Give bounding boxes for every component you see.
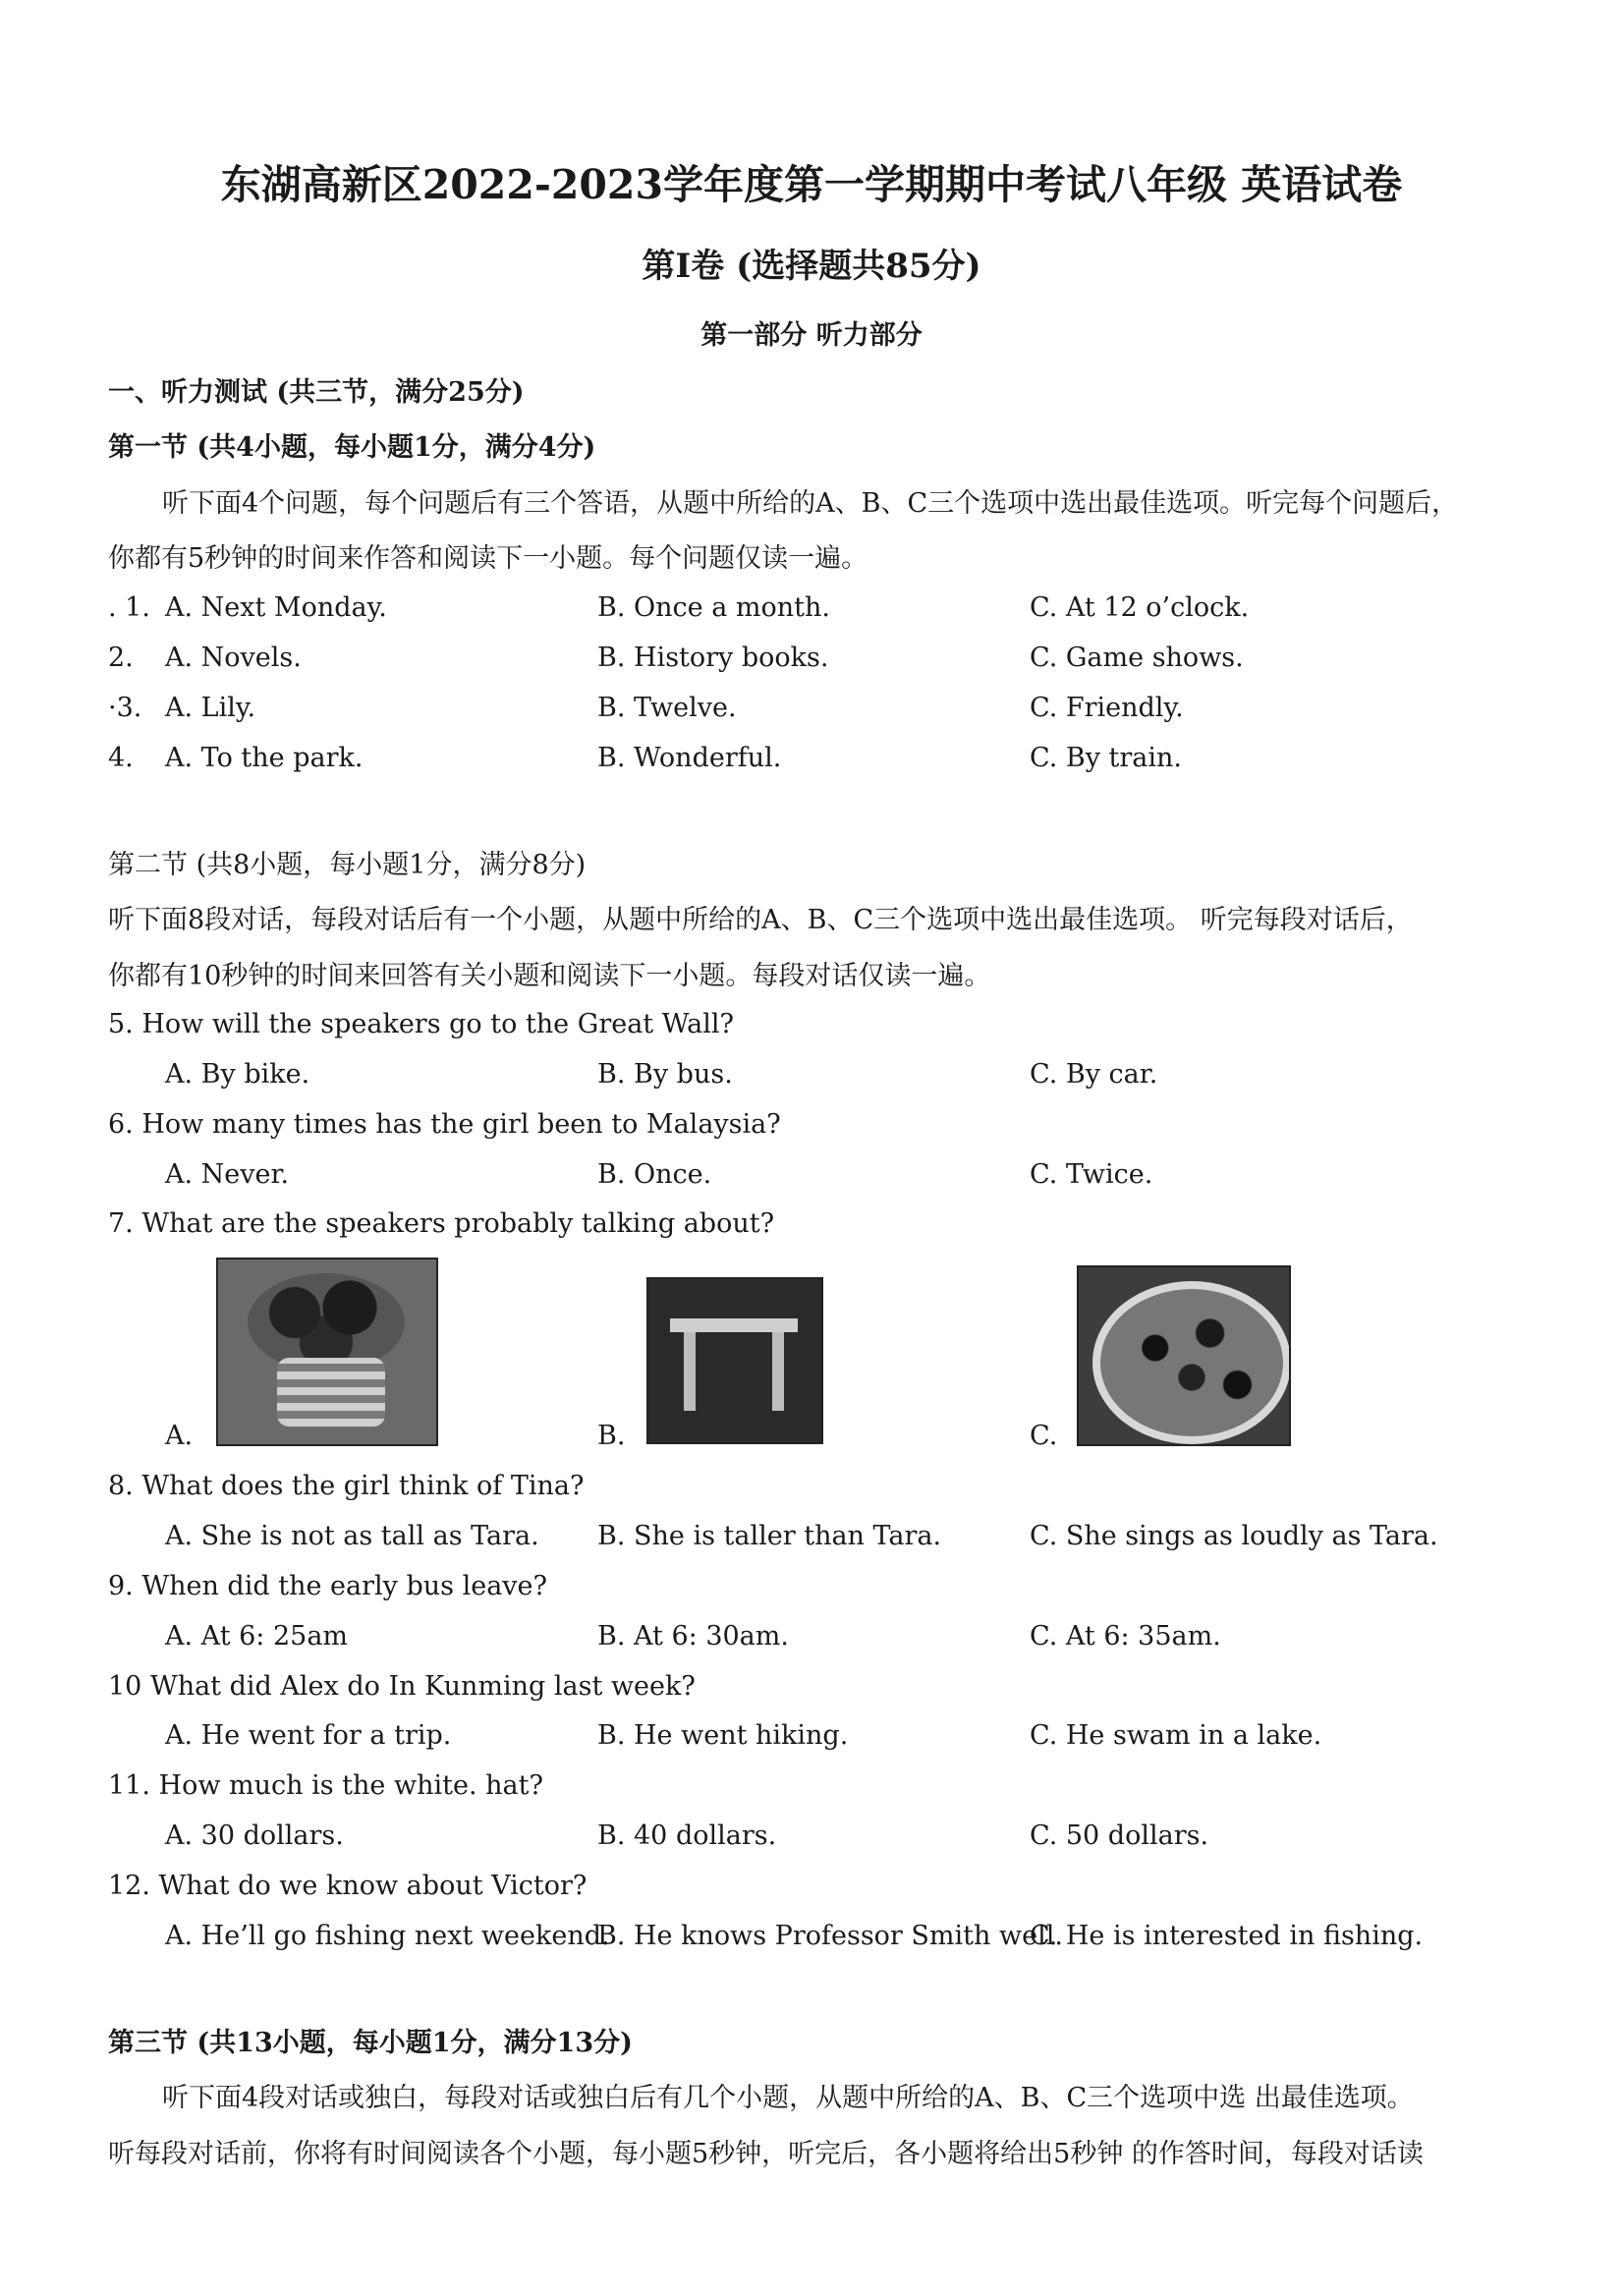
section2-heading: 第二节 (共8小题，每小题1分，满分8分): [108, 850, 587, 880]
question-number: . 1.: [108, 592, 150, 623]
question-11: 11. How much is the white. hat?: [108, 1770, 543, 1801]
question-6: 6. How many times has the girl been to Malaysia?: [108, 1109, 781, 1140]
potted-plant-image: [216, 1258, 438, 1446]
option-b: B. At 6: 30am.: [597, 1621, 789, 1652]
section1-intro-line1: 听下面4个问题，每个问题后有三个答语，从题中所给的A、B、C三个选项中选出最佳选项。听完每个问题后，: [162, 488, 1459, 519]
option-c: C. By car.: [1030, 1059, 1158, 1090]
option-b: B. Wonderful.: [597, 743, 782, 773]
option-b: B. By bus.: [597, 1059, 733, 1090]
question-12: 12. What do we know about Victor?: [108, 1871, 588, 1901]
option-a: A. She is not as tall as Tara.: [165, 1521, 539, 1551]
option-c: C. At 12 o’clock.: [1030, 592, 1250, 623]
option-a: A. Lily.: [165, 693, 256, 723]
question-number: 2.: [108, 643, 134, 673]
option-b: B. Once a month.: [597, 592, 830, 623]
pizza-image: [1077, 1265, 1291, 1446]
question-8: 8. What does the girl think of Tina?: [108, 1471, 585, 1501]
option-c: C. Game shows.: [1030, 643, 1244, 673]
volume-subtitle: 第I卷 (选择题共85分): [642, 247, 981, 286]
option-c: C. She sings as loudly as Tara.: [1030, 1521, 1438, 1551]
option-c: C. By train.: [1030, 743, 1182, 773]
option-c: C. He swam in a lake.: [1030, 1720, 1322, 1751]
option-a: A. Next Monday.: [165, 592, 387, 623]
gate-image: [646, 1277, 823, 1444]
option-a-label: A.: [165, 1421, 194, 1451]
section1-heading: 第一节 (共4小题，每小题1分，满分4分): [108, 432, 596, 463]
option-b: B. He went hiking.: [597, 1720, 849, 1751]
option-a: A. To the park.: [165, 743, 364, 773]
option-c: C. Friendly.: [1030, 693, 1184, 723]
part-heading: 第一部分 听力部分: [700, 320, 923, 351]
section1-intro-line2: 你都有5秒钟的时间来作答和阅读下一小题。每个问题仅读一遍。: [108, 543, 868, 574]
listening-section-heading: 一、听力测试 (共三节，满分25分): [108, 377, 525, 408]
option-a: A. At 6: 25am: [165, 1621, 349, 1652]
option-a: A. He’ll go fishing next weekend.: [165, 1921, 610, 1951]
option-c: C. He is interested in fishing.: [1030, 1921, 1424, 1951]
question-number: ·3.: [108, 693, 142, 723]
option-c-label: C.: [1030, 1421, 1058, 1451]
option-a: A. Novels.: [165, 643, 302, 673]
option-a: A. 30 dollars.: [165, 1820, 344, 1851]
option-c: C. At 6: 35am.: [1030, 1621, 1221, 1652]
option-a: A. Never.: [165, 1159, 290, 1190]
option-c: C. 50 dollars.: [1030, 1820, 1209, 1851]
question-9: 9. When did the early bus leave?: [108, 1571, 548, 1601]
option-a: A. By bike.: [165, 1059, 310, 1090]
option-b: B. History books.: [597, 643, 829, 673]
question-10: 10 What did Alex do In Kunming last week?: [108, 1671, 696, 1702]
option-b: B. Once.: [597, 1159, 712, 1190]
question-number: 4.: [108, 743, 134, 773]
exam-title: 东湖高新区2022-2023学年度第一学期期中考试八年级 英语试卷: [220, 161, 1403, 208]
section3-intro-line2: 听每段对话前，你将有时间阅读各个小题，每小题5秒钟，听完后，各小题将给出5秒钟 的作答时间，每段对话读: [108, 2139, 1424, 2169]
question-5: 5. How will the speakers go to the Great Wall?: [108, 1009, 734, 1039]
section2-intro-line1: 听下面8段对话，每段对话后有一个小题，从题中所给的A、B、C三个选项中选出最佳选项。 听完每段对话后，: [108, 905, 1413, 935]
section3-heading: 第三节 (共13小题，每小题1分，满分13分): [108, 2028, 633, 2058]
option-a: A. He went for a trip.: [165, 1720, 452, 1751]
option-b-label: B.: [597, 1421, 626, 1451]
option-b: B. He knows Professor Smith well.: [597, 1921, 1063, 1951]
option-c: C. Twice.: [1030, 1159, 1153, 1190]
question-7: 7. What are the speakers probably talking about?: [108, 1208, 775, 1239]
option-b: B. She is taller than Tara.: [597, 1521, 942, 1551]
section2-intro-line2: 你都有10秒钟的时间来回答有关小题和阅读下一小题。每段对话仅读一遍。: [108, 961, 991, 991]
option-b: B. 40 dollars.: [597, 1820, 777, 1851]
option-b: B. Twelve.: [597, 693, 737, 723]
section3-intro-line1: 听下面4段对话或独白，每段对话或独白后有几个小题，从题中所给的A、B、C三个选项中选 出最佳选项。: [162, 2083, 1414, 2113]
